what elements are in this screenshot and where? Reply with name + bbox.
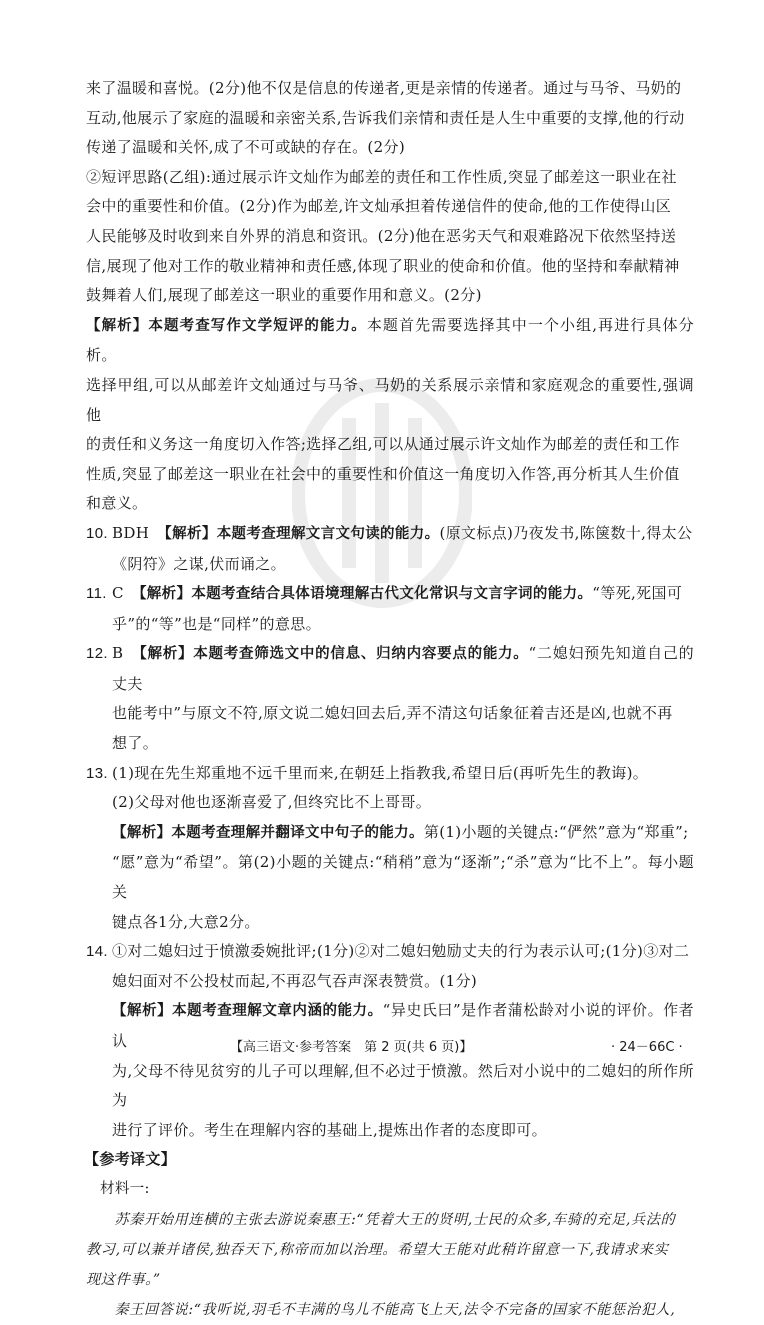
translation-line: 现这件事。” — [86, 1271, 161, 1288]
translation-line: 苏秦开始用连横的主张去游说秦惠王:“凭着大王的贤明,士民的众多,车骑的充足,兵法的 — [114, 1211, 676, 1228]
text-line: 信,展现了他对工作的敬业精神和责任感,体现了职业的使命和价值。他的坚持和奉献精神 — [86, 256, 680, 275]
text-line: 选择甲组,可以从邮差许文灿通过与马爷、马奶的关系展示亲情和家庭观念的重要性,强调他 — [86, 375, 694, 424]
text-line: “愿”意为“希望”。第(2)小题的关键点:“稍稍”意为“逐渐”;“杀”意为“比不上”。每小题关 — [112, 853, 694, 902]
text-line: 传递了温暖和关怀,成了不可或缺的存在。(2分) — [86, 138, 406, 157]
analysis-tag: 【解析】 — [86, 317, 149, 334]
analysis-text: “等死,死国可 — [592, 584, 683, 603]
question-12 — [86, 639, 694, 699]
text-line: 互动,他展示了家庭的温暖和亲密关系,告诉我们亲情和责任是人生中重要的支撑,他的行动 — [86, 108, 685, 127]
answer-choice: C — [112, 584, 124, 603]
question-number: 12. — [86, 645, 108, 663]
text-line: 为,父母不待见贫穷的儿子可以理解,但不必过于愤激。然后对小说中的二媳妇的所作所为 — [112, 1061, 694, 1110]
answer-line: 媳妇面对不公投杖而起,不再忍气吞声深表赞赏。(1分) — [112, 971, 478, 990]
text-line: 和意义。 — [86, 494, 148, 513]
analysis-lead: 本题考查理解并翻译文中句子的能力。 — [171, 824, 424, 841]
question-14 — [86, 937, 694, 967]
translation-line: 教习,可以兼并诸侯,独吞天下,称帝而加以治理。希望大王能对此稍许留意一下,我请求来实 — [86, 1241, 669, 1258]
question-number: 13. — [86, 764, 108, 782]
answer-choice: B — [112, 644, 124, 663]
analysis-lead: 本题考查理解文章内涵的能力。 — [172, 1003, 383, 1020]
text-line: 进行了评价。考生在理解内容的基础上,提炼出作者的态度即可。 — [112, 1120, 547, 1139]
answer-choice: BDH — [112, 523, 150, 542]
text-line: 来了温暖和喜悦。(2分)他不仅是信息的传递者,更是亲情的传递者。通过与马爷、马奶的 — [86, 79, 682, 97]
answer-line: ①对二媳妇过于愤激委婉批评;(1分)②对二媳妇勉励丈夫的行为表示认可;(1分)③对二 — [112, 942, 690, 961]
text-line: 人民能够及时收到来自外界的消息和资讯。(2分)他在恶劣天气和艰难路况下依然坚持送 — [86, 226, 677, 245]
analysis-lead: 本题考查理解文言文句读的能力。 — [216, 525, 440, 542]
question-number: 11. — [86, 585, 107, 603]
text-line: 键点各1分,大意2分。 — [112, 912, 260, 931]
reference-translation-heading: 【参考译文】 — [84, 1150, 177, 1169]
text-line: 的责任和义务这一角度切入作答;选择乙组,可以从通过展示许文灿作为邮差的责任和工作 — [86, 435, 680, 454]
text-line: 乎”的“等”也是“同样”的意思。 — [112, 614, 321, 633]
analysis-tag: 【解析】 — [139, 646, 194, 663]
text-line: ②短评思路(乙组):通过展示许文灿作为邮差的责任和工作性质,突显了邮差这一职业在社 — [86, 167, 677, 186]
analysis-lead: 本题考查筛选文中的信息、归纳内容要点的能力。 — [193, 646, 529, 663]
analysis-tag: 【解析】 — [164, 525, 217, 542]
text-line: 也能考中”与原文不符,原文说二媳妇回去后,弄不清这句话象征着吉还是凶,也就不再 — [112, 704, 673, 723]
analysis-text: (原文标点)乃夜发书,陈箧数十,得太公 — [439, 523, 693, 542]
analysis-line — [86, 311, 694, 371]
question-10 — [86, 519, 694, 550]
footer-code: · 24－66C · — [611, 1040, 683, 1055]
text-line: 鼓舞着人们,展现了邮差这一职业的重要作用和意义。(2分) — [86, 286, 482, 305]
text-line: 性质,突显了邮差这一职业在社会中的重要性和价值这一角度切入作答,再分析其人生价值 — [86, 464, 680, 483]
analysis-text: “二媳妇预先知道自己的丈夫 — [112, 644, 694, 693]
text-line: 会中的重要性和价值。(2分)作为邮差,许文灿承担着传递信件的使命,他的工作使得山区 — [86, 197, 672, 216]
analysis-lead: 本题考查结合具体语境理解古代文化常识与文言字词的能力。 — [191, 586, 593, 603]
footer-title: 【高三语文·参考答案 第 2 页(共 6 页)】 — [230, 1040, 473, 1055]
analysis-tag: 【解析】 — [139, 586, 192, 603]
page-footer — [0, 1036, 764, 1058]
translation-line: 秦王回答说:“我听说,羽毛不丰满的鸟儿不能高飞上天,法令不完备的国家不能惩治犯人, — [114, 1301, 676, 1318]
question-11 — [86, 579, 694, 610]
analysis-tag: 【解析】 — [112, 824, 172, 841]
question-13 — [86, 759, 694, 789]
answer-line: (1)现在先生郑重地不远千里而来,在朝廷上指教我,希望日后(再听先生的教诲)。 — [112, 763, 649, 782]
analysis-line — [86, 818, 694, 849]
analysis-text: 第(1)小题的关键点:“俨然”意为“郑重”; — [423, 822, 689, 841]
material-label: 材料一: — [100, 1180, 150, 1197]
question-number: 10. — [86, 524, 108, 542]
question-number: 14. — [86, 943, 108, 961]
analysis-lead: 本题考查写作文学短评的能力。 — [148, 317, 367, 334]
text-line: 想了。 — [112, 734, 159, 753]
answer-line: (2)父母对他也逐渐喜爱了,但终究比不上哥哥。 — [112, 793, 432, 812]
analysis-tag: 【解析】 — [112, 1003, 173, 1020]
text-line: 《阴符》之谋,伏而诵之。 — [112, 554, 286, 573]
analysis-text: 本题首先需要选择其中一个小组,再进行具体分析。 — [86, 315, 694, 365]
answer-content — [86, 74, 694, 1325]
analysis-text: “异史氏曰”是作者蒲松龄对小说的评价。作者认 — [112, 1001, 694, 1050]
